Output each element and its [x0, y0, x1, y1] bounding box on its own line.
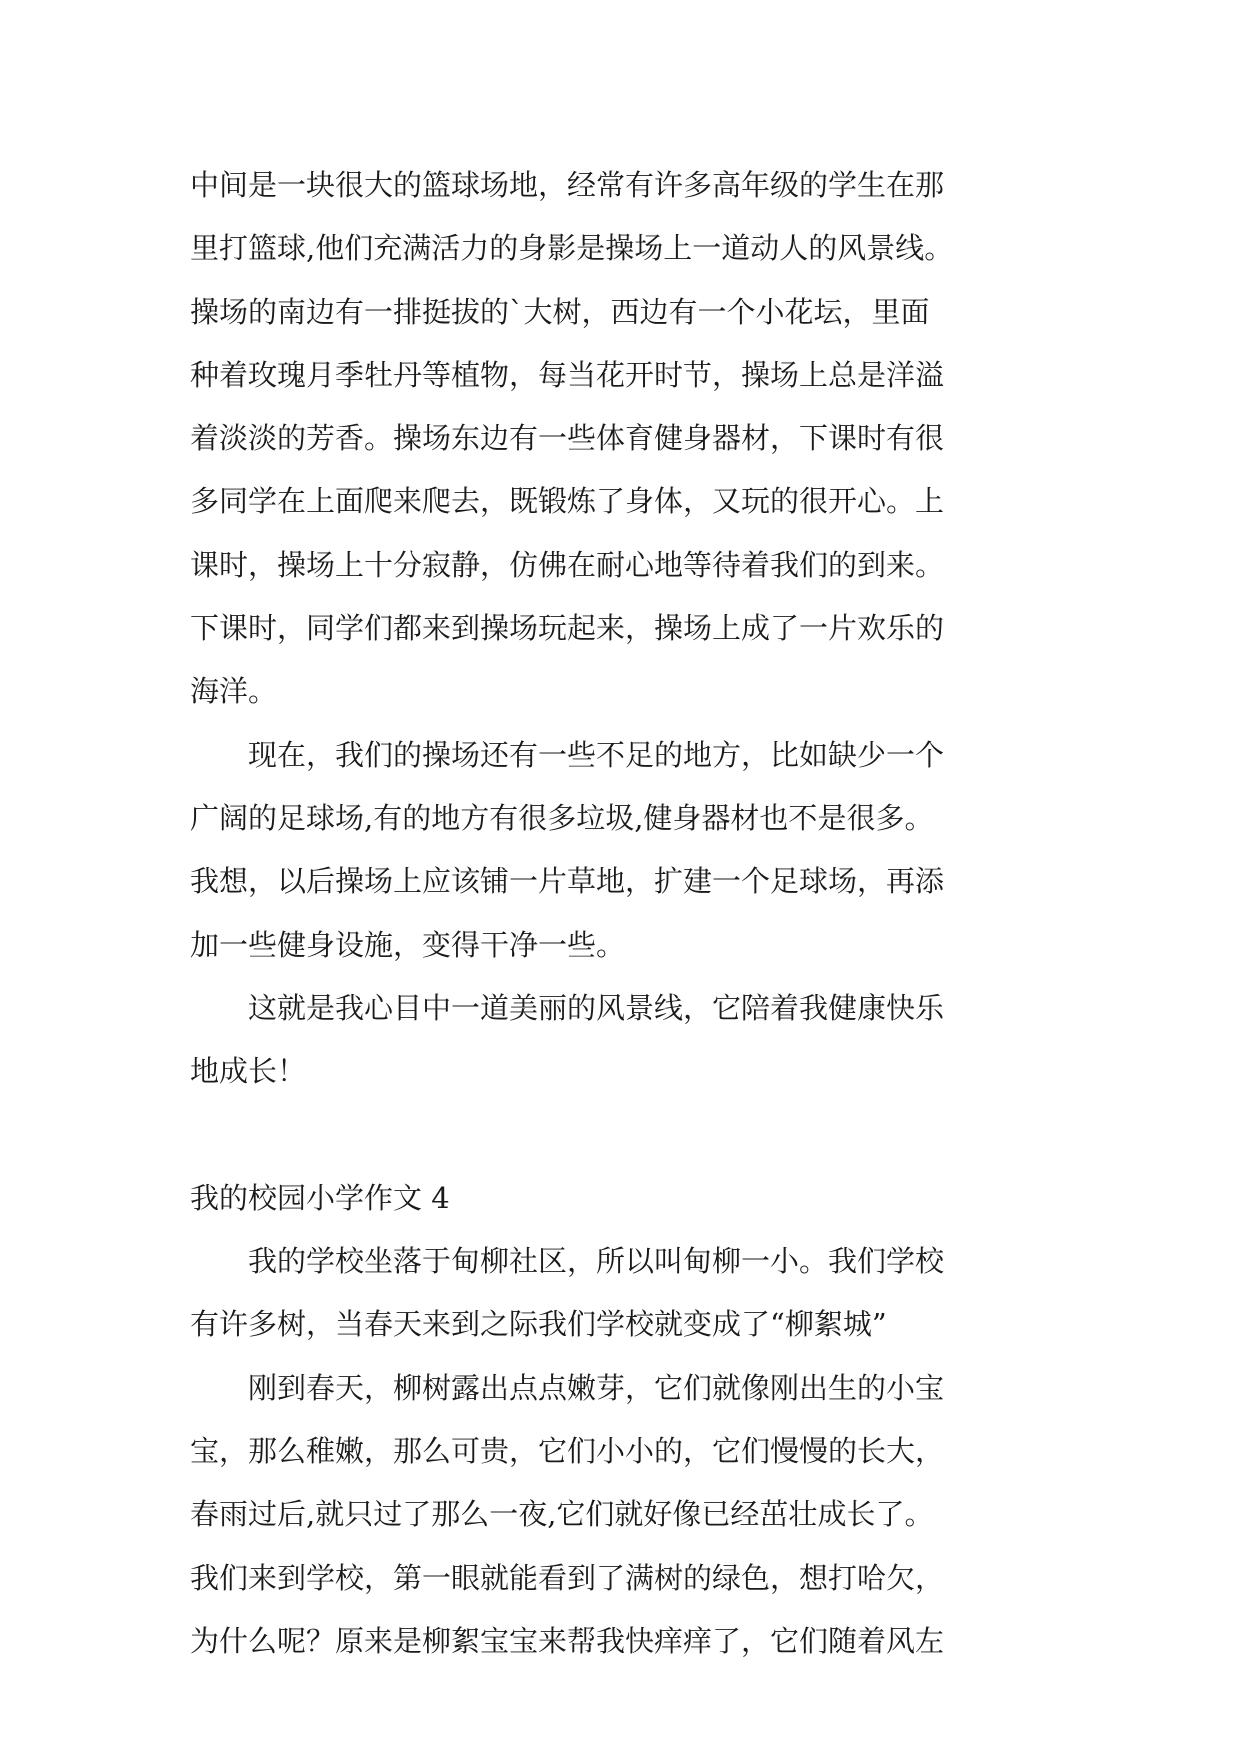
document-body: [190, 154, 1090, 1673]
blank-line: [190, 1103, 1090, 1166]
text-line: 操场的南边有一排挺拔的`大树，西边有一个小花坛，里面: [190, 294, 930, 329]
text-line: 加一些健身设施，变得干净一些。: [190, 927, 626, 962]
text-line: 宝，那么稚嫩，那么可贵，它们小小的，它们慢慢的长大，: [190, 1433, 945, 1468]
text-line: 地成长！: [190, 1054, 307, 1089]
text-line: 里打篮球,他们充满活力的身影是操场上一道动人的风景线。: [190, 231, 954, 266]
text-line: 中间是一块很大的篮球场地，经常有许多高年级的学生在那: [190, 168, 945, 202]
text-line: 广阔的足球场,有的地方有很多垃圾,健身器材也不是很多。: [190, 800, 934, 835]
text-line: 为什么呢？原来是柳絮宝宝来帮我快痒痒了，它们随着风左: [190, 1623, 945, 1658]
text-line: 课时，操场上十分寂静，仿佛在耐心地等待着我们的到来。: [190, 547, 945, 582]
text-line: 种着玫瑰月季牡丹等植物，每当花开时节，操场上总是洋溢: [190, 357, 945, 392]
text-line: 现在，我们的操场还有一些不足的地方，比如缺少一个: [190, 737, 945, 772]
text-line: 海洋。: [190, 674, 278, 709]
text-line: 刚到春天，柳树露出点点嫩芽，它们就像刚出生的小宝: [190, 1370, 945, 1405]
text-line: 我们来到学校，第一眼就能看到了满树的绿色，想打哈欠，: [190, 1560, 945, 1595]
text-line: 这就是我心目中一道美丽的风景线，它陪着我健康快乐: [190, 990, 945, 1025]
text-line: 着淡淡的芳香。操场东边有一些体育健身器材，下课时有很: [190, 421, 945, 456]
text-line: 我的学校坐落于甸柳社区，所以叫甸柳一小。我们学校: [190, 1244, 945, 1279]
text-line: 下课时，同学们都来到操场玩起来，操场上成了一片欢乐的: [190, 611, 945, 646]
text-line: 有许多树，当春天来到之际我们学校就变成了“柳絮城”: [190, 1307, 887, 1342]
text-line: 多同学在上面爬来爬去，既锻炼了身体，又玩的很开心。上: [190, 484, 945, 519]
section-heading: 我的校园小学作文 4: [190, 1180, 450, 1215]
text-line: 我想，以后操场上应该铺一片草地，扩建一个足球场，再添: [190, 864, 945, 899]
text-line: 春雨过后,就只过了那么一夜,它们就好像已经茁壮成长了。: [190, 1497, 934, 1532]
